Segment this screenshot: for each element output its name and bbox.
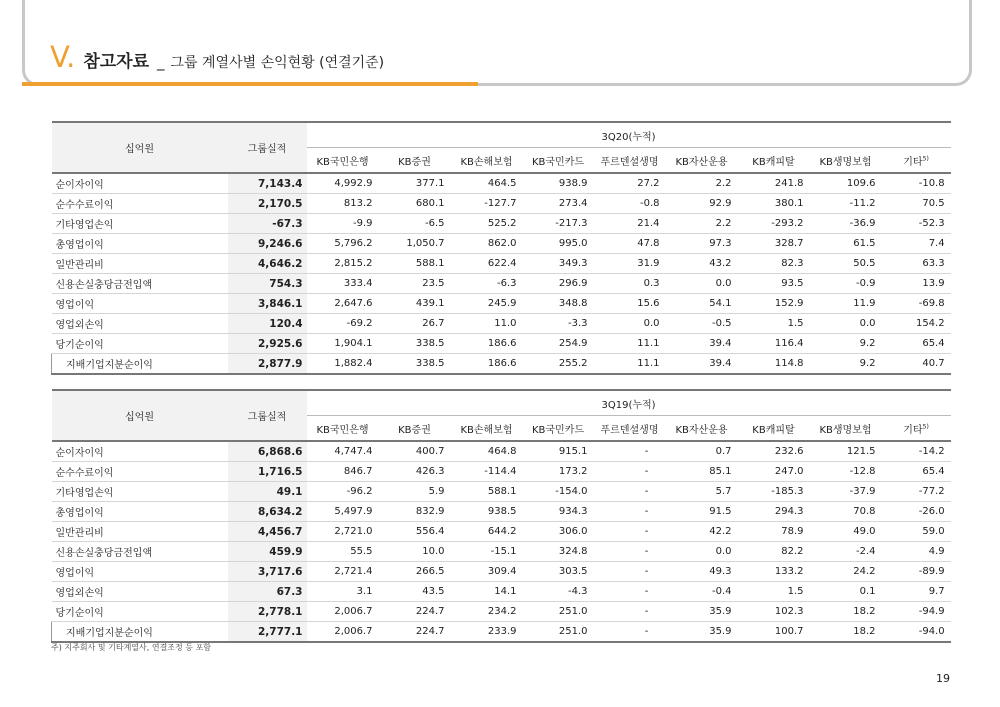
income-table-3q20 bbox=[51, 121, 951, 375]
subsidiary-header: KB국민카드 bbox=[523, 416, 594, 442]
cell-value: 85.1 bbox=[666, 462, 738, 482]
cell-value: -0.8 bbox=[594, 194, 666, 214]
cell-value: 1,882.4 bbox=[307, 354, 379, 375]
row-label: 기타영업손익 bbox=[52, 482, 228, 502]
cell-value: 0.1 bbox=[810, 582, 882, 602]
subsidiary-header: KB생명보험 bbox=[810, 148, 882, 174]
cell-value: 15.6 bbox=[594, 294, 666, 314]
cell-value: 55.5 bbox=[307, 542, 379, 562]
cell-value: -293.2 bbox=[738, 214, 810, 234]
cell-value: 11.0 bbox=[451, 314, 523, 334]
cell-value: 102.3 bbox=[738, 602, 810, 622]
cell-value: -10.8 bbox=[882, 173, 951, 194]
cell-value: - bbox=[594, 542, 666, 562]
cell-value: 556.4 bbox=[379, 522, 451, 542]
cell-value: 43.2 bbox=[666, 254, 738, 274]
row-label: 지배기업지분순이익 bbox=[52, 622, 228, 643]
cell-value: 18.2 bbox=[810, 622, 882, 643]
cell-value: 5.7 bbox=[666, 482, 738, 502]
cell-value: 65.4 bbox=[882, 462, 951, 482]
cell-value: 49.0 bbox=[810, 522, 882, 542]
cell-value: 61.5 bbox=[810, 234, 882, 254]
cell-value: 59.0 bbox=[882, 522, 951, 542]
section-number: V. bbox=[50, 40, 76, 74]
cell-value: -6.3 bbox=[451, 274, 523, 294]
unit-label: 십억원 bbox=[52, 122, 228, 173]
cell-value: -3.3 bbox=[523, 314, 594, 334]
table-row bbox=[52, 354, 951, 375]
cell-value: 35.9 bbox=[666, 622, 738, 643]
cell-value: 31.9 bbox=[594, 254, 666, 274]
group-value: 120.4 bbox=[228, 314, 307, 334]
group-value: 754.3 bbox=[228, 274, 307, 294]
subsidiary-header: KB자산운용 bbox=[666, 148, 738, 174]
cell-value: 14.1 bbox=[451, 582, 523, 602]
cell-value: 0.0 bbox=[810, 314, 882, 334]
cell-value: 5,796.2 bbox=[307, 234, 379, 254]
group-value: 1,716.5 bbox=[228, 462, 307, 482]
cell-value: 82.2 bbox=[738, 542, 810, 562]
subsidiary-header: KB캐피탈 bbox=[738, 148, 810, 174]
cell-value: 47.8 bbox=[594, 234, 666, 254]
cell-value: -2.4 bbox=[810, 542, 882, 562]
group-value: 2,925.6 bbox=[228, 334, 307, 354]
cell-value: 241.8 bbox=[738, 173, 810, 194]
cell-value: 680.1 bbox=[379, 194, 451, 214]
group-value: -67.3 bbox=[228, 214, 307, 234]
cell-value: 247.0 bbox=[738, 462, 810, 482]
row-label: 신용손실충당금전입액 bbox=[52, 542, 228, 562]
cell-value: 186.6 bbox=[451, 334, 523, 354]
row-label: 영업외손익 bbox=[52, 314, 228, 334]
cell-value: 21.4 bbox=[594, 214, 666, 234]
cell-value: -69.2 bbox=[307, 314, 379, 334]
cell-value: 1.5 bbox=[738, 314, 810, 334]
subsidiary-header: KB증권 bbox=[379, 148, 451, 174]
cell-value: 380.1 bbox=[738, 194, 810, 214]
table-row bbox=[52, 274, 951, 294]
cell-value: 9.2 bbox=[810, 354, 882, 375]
cell-value: 324.8 bbox=[523, 542, 594, 562]
subsidiary-header: KB손해보험 bbox=[451, 148, 523, 174]
cell-value: 173.2 bbox=[523, 462, 594, 482]
subsidiary-header: 기타$^{5)}$ bbox=[882, 148, 951, 174]
cell-value: - bbox=[594, 522, 666, 542]
cell-value: 464.5 bbox=[451, 173, 523, 194]
cell-value: -96.2 bbox=[307, 482, 379, 502]
cell-value: 622.4 bbox=[451, 254, 523, 274]
row-label: 총영업이익 bbox=[52, 502, 228, 522]
subsidiary-header: KB국민은행 bbox=[307, 416, 379, 442]
cell-value: 35.9 bbox=[666, 602, 738, 622]
cell-value: 27.2 bbox=[594, 173, 666, 194]
page-number: 19 bbox=[936, 672, 950, 685]
cell-value: 5,497.9 bbox=[307, 502, 379, 522]
cell-value: 588.1 bbox=[379, 254, 451, 274]
cell-value: 2,006.7 bbox=[307, 602, 379, 622]
page-subtitle: 그룹 계열사별 손익현황 (연결기준) bbox=[170, 55, 385, 71]
cell-value: 63.3 bbox=[882, 254, 951, 274]
table-row bbox=[52, 622, 951, 643]
cell-value: -0.5 bbox=[666, 314, 738, 334]
cell-value: 78.9 bbox=[738, 522, 810, 542]
cell-value: 938.9 bbox=[523, 173, 594, 194]
cell-value: 234.2 bbox=[451, 602, 523, 622]
subsidiary-header: 기타$^{5)}$ bbox=[882, 416, 951, 442]
cell-value: 254.9 bbox=[523, 334, 594, 354]
cell-value: 1,050.7 bbox=[379, 234, 451, 254]
cell-value: 4,747.4 bbox=[307, 441, 379, 462]
cell-value: 26.7 bbox=[379, 314, 451, 334]
cell-value: 303.5 bbox=[523, 562, 594, 582]
cell-value: 152.9 bbox=[738, 294, 810, 314]
cell-value: 995.0 bbox=[523, 234, 594, 254]
subsidiary-header: KB생명보험 bbox=[810, 416, 882, 442]
cell-value: - bbox=[594, 602, 666, 622]
cell-value: 100.7 bbox=[738, 622, 810, 643]
row-label: 영업이익 bbox=[52, 562, 228, 582]
cell-value: 644.2 bbox=[451, 522, 523, 542]
cell-value: 266.5 bbox=[379, 562, 451, 582]
cell-value: 91.5 bbox=[666, 502, 738, 522]
cell-value: 464.8 bbox=[451, 441, 523, 462]
cell-value: 525.2 bbox=[451, 214, 523, 234]
page-header bbox=[50, 40, 384, 76]
accent-bar bbox=[22, 82, 478, 86]
cell-value: 224.7 bbox=[379, 602, 451, 622]
cell-value: 349.3 bbox=[523, 254, 594, 274]
cell-value: -52.3 bbox=[882, 214, 951, 234]
section-title: 참고자료 bbox=[83, 52, 150, 72]
header-row-period bbox=[52, 122, 951, 148]
cell-value: 294.3 bbox=[738, 502, 810, 522]
cell-value: -9.9 bbox=[307, 214, 379, 234]
cell-value: 11.1 bbox=[594, 334, 666, 354]
cell-value: 40.7 bbox=[882, 354, 951, 375]
group-value: 7,143.4 bbox=[228, 173, 307, 194]
cell-value: 2,815.2 bbox=[307, 254, 379, 274]
table-row bbox=[52, 542, 951, 562]
cell-value: 426.3 bbox=[379, 462, 451, 482]
group-value: 2,777.1 bbox=[228, 622, 307, 643]
cell-value: 588.1 bbox=[451, 482, 523, 502]
cell-value: -11.2 bbox=[810, 194, 882, 214]
cell-value: - bbox=[594, 622, 666, 643]
table-row bbox=[52, 314, 951, 334]
title-separator: _ bbox=[157, 53, 165, 71]
cell-value: -127.7 bbox=[451, 194, 523, 214]
cell-value: 54.1 bbox=[666, 294, 738, 314]
cell-value: -89.9 bbox=[882, 562, 951, 582]
cell-value: 39.4 bbox=[666, 334, 738, 354]
cell-value: - bbox=[594, 462, 666, 482]
cell-value: 109.6 bbox=[810, 173, 882, 194]
cell-value: 65.4 bbox=[882, 334, 951, 354]
cell-value: -69.8 bbox=[882, 294, 951, 314]
cell-value: 377.1 bbox=[379, 173, 451, 194]
row-label: 총영업이익 bbox=[52, 234, 228, 254]
row-label: 순수수료이익 bbox=[52, 462, 228, 482]
row-label: 순이자이익 bbox=[52, 173, 228, 194]
cell-value: 938.5 bbox=[451, 502, 523, 522]
subsidiary-header: 푸르덴셜생명 bbox=[594, 148, 666, 174]
cell-value: 400.7 bbox=[379, 441, 451, 462]
cell-value: 233.9 bbox=[451, 622, 523, 643]
cell-value: 338.5 bbox=[379, 354, 451, 375]
table-row bbox=[52, 502, 951, 522]
group-value: 2,170.5 bbox=[228, 194, 307, 214]
cell-value: 114.8 bbox=[738, 354, 810, 375]
cell-value: 439.1 bbox=[379, 294, 451, 314]
row-label: 당기순이익 bbox=[52, 602, 228, 622]
cell-value: 70.5 bbox=[882, 194, 951, 214]
cell-value: 42.2 bbox=[666, 522, 738, 542]
table-row bbox=[52, 441, 951, 462]
cell-value: 1.5 bbox=[738, 582, 810, 602]
cell-value: 296.9 bbox=[523, 274, 594, 294]
cell-value: -114.4 bbox=[451, 462, 523, 482]
header-row-period bbox=[52, 390, 951, 416]
group-value: 6,868.6 bbox=[228, 441, 307, 462]
cell-value: 813.2 bbox=[307, 194, 379, 214]
cell-value: 13.9 bbox=[882, 274, 951, 294]
cell-value: 186.6 bbox=[451, 354, 523, 375]
group-value: 2,778.1 bbox=[228, 602, 307, 622]
row-label: 순이자이익 bbox=[52, 441, 228, 462]
cell-value: 2,647.6 bbox=[307, 294, 379, 314]
cell-value: 273.4 bbox=[523, 194, 594, 214]
cell-value: 338.5 bbox=[379, 334, 451, 354]
row-label: 영업외손익 bbox=[52, 582, 228, 602]
cell-value: 0.7 bbox=[666, 441, 738, 462]
row-label: 신용손실충당금전입액 bbox=[52, 274, 228, 294]
table-row bbox=[52, 254, 951, 274]
table-row bbox=[52, 334, 951, 354]
cell-value: -4.3 bbox=[523, 582, 594, 602]
cell-value: - bbox=[594, 562, 666, 582]
row-label: 순수수료이익 bbox=[52, 194, 228, 214]
cell-value: -154.0 bbox=[523, 482, 594, 502]
cell-value: 2,721.4 bbox=[307, 562, 379, 582]
footnote-marker: 5) bbox=[922, 155, 929, 163]
subsidiary-header: KB국민은행 bbox=[307, 148, 379, 174]
cell-value: 251.0 bbox=[523, 622, 594, 643]
cell-value: -94.9 bbox=[882, 602, 951, 622]
cell-value: 3.1 bbox=[307, 582, 379, 602]
table-row bbox=[52, 582, 951, 602]
subsidiary-header: 푸르덴셜생명 bbox=[594, 416, 666, 442]
cell-value: -14.2 bbox=[882, 441, 951, 462]
cell-value: 934.3 bbox=[523, 502, 594, 522]
row-label: 당기순이익 bbox=[52, 334, 228, 354]
row-label: 영업이익 bbox=[52, 294, 228, 314]
table-row bbox=[52, 214, 951, 234]
cell-value: 328.7 bbox=[738, 234, 810, 254]
group-results-header: 그룹실적 bbox=[228, 122, 307, 173]
cell-value: 93.5 bbox=[738, 274, 810, 294]
cell-value: 11.1 bbox=[594, 354, 666, 375]
table-row bbox=[52, 173, 951, 194]
group-value: 459.9 bbox=[228, 542, 307, 562]
cell-value: -26.0 bbox=[882, 502, 951, 522]
table-row bbox=[52, 562, 951, 582]
cell-value: -6.5 bbox=[379, 214, 451, 234]
cell-value: 862.0 bbox=[451, 234, 523, 254]
group-value: 3,717.6 bbox=[228, 562, 307, 582]
cell-value: -37.9 bbox=[810, 482, 882, 502]
table-row bbox=[52, 194, 951, 214]
cell-value: 1,904.1 bbox=[307, 334, 379, 354]
cell-value: 0.0 bbox=[594, 314, 666, 334]
row-label: 일반관리비 bbox=[52, 522, 228, 542]
cell-value: 2,721.0 bbox=[307, 522, 379, 542]
cell-value: 121.5 bbox=[810, 441, 882, 462]
table-row bbox=[52, 602, 951, 622]
group-value: 4,456.7 bbox=[228, 522, 307, 542]
cell-value: 116.4 bbox=[738, 334, 810, 354]
cell-value: 50.5 bbox=[810, 254, 882, 274]
row-label: 지배기업지분순이익 bbox=[52, 354, 228, 375]
cell-value: 10.0 bbox=[379, 542, 451, 562]
cell-value: -12.8 bbox=[810, 462, 882, 482]
cell-value: 224.7 bbox=[379, 622, 451, 643]
subsidiary-header: KB국민카드 bbox=[523, 148, 594, 174]
cell-value: 251.0 bbox=[523, 602, 594, 622]
cell-value: 49.3 bbox=[666, 562, 738, 582]
cell-value: 2.2 bbox=[666, 214, 738, 234]
table-row bbox=[52, 482, 951, 502]
cell-value: 0.0 bbox=[666, 542, 738, 562]
cell-value: 9.2 bbox=[810, 334, 882, 354]
cell-value: 18.2 bbox=[810, 602, 882, 622]
footnote-marker: 5) bbox=[922, 423, 929, 431]
table-row bbox=[52, 294, 951, 314]
group-value: 49.1 bbox=[228, 482, 307, 502]
row-label: 기타영업손익 bbox=[52, 214, 228, 234]
subsidiary-header: KB캐피탈 bbox=[738, 416, 810, 442]
cell-value: - bbox=[594, 482, 666, 502]
cell-value: 11.9 bbox=[810, 294, 882, 314]
cell-value: -15.1 bbox=[451, 542, 523, 562]
cell-value: 133.2 bbox=[738, 562, 810, 582]
subsidiary-header: KB손해보험 bbox=[451, 416, 523, 442]
cell-value: 92.9 bbox=[666, 194, 738, 214]
group-value: 67.3 bbox=[228, 582, 307, 602]
cell-value: 915.1 bbox=[523, 441, 594, 462]
group-results-header: 그룹실적 bbox=[228, 390, 307, 441]
cell-value: -217.3 bbox=[523, 214, 594, 234]
cell-value: 82.3 bbox=[738, 254, 810, 274]
cell-value: 255.2 bbox=[523, 354, 594, 375]
cell-value: 306.0 bbox=[523, 522, 594, 542]
cell-value: 832.9 bbox=[379, 502, 451, 522]
footnote: 주) 지주회사 및 기타계열사, 연결조정 등 포함 bbox=[51, 643, 212, 652]
cell-value: 348.8 bbox=[523, 294, 594, 314]
subsidiary-header: KB증권 bbox=[379, 416, 451, 442]
group-value: 8,634.2 bbox=[228, 502, 307, 522]
group-value: 4,646.2 bbox=[228, 254, 307, 274]
cell-value: -0.9 bbox=[810, 274, 882, 294]
cell-value: 4,992.9 bbox=[307, 173, 379, 194]
cell-value: 39.4 bbox=[666, 354, 738, 375]
cell-value: -0.4 bbox=[666, 582, 738, 602]
unit-label: 십억원 bbox=[52, 390, 228, 441]
cell-value: -36.9 bbox=[810, 214, 882, 234]
group-value: 3,846.1 bbox=[228, 294, 307, 314]
cell-value: 4.9 bbox=[882, 542, 951, 562]
cell-value: -94.0 bbox=[882, 622, 951, 643]
cell-value: -185.3 bbox=[738, 482, 810, 502]
row-label: 일반관리비 bbox=[52, 254, 228, 274]
subsidiary-header: KB자산운용 bbox=[666, 416, 738, 442]
cell-value: 154.2 bbox=[882, 314, 951, 334]
cell-value: 97.3 bbox=[666, 234, 738, 254]
cell-value: 9.7 bbox=[882, 582, 951, 602]
table-row bbox=[52, 522, 951, 542]
period-header: 3Q20(누적) bbox=[307, 122, 951, 148]
cell-value: 43.5 bbox=[379, 582, 451, 602]
cell-value: 245.9 bbox=[451, 294, 523, 314]
table-row bbox=[52, 462, 951, 482]
cell-value: 309.4 bbox=[451, 562, 523, 582]
cell-value: -77.2 bbox=[882, 482, 951, 502]
cell-value: 2,006.7 bbox=[307, 622, 379, 643]
cell-value: 70.8 bbox=[810, 502, 882, 522]
cell-value: 846.7 bbox=[307, 462, 379, 482]
cell-value: - bbox=[594, 441, 666, 462]
period-header: 3Q19(누적) bbox=[307, 390, 951, 416]
cell-value: 24.2 bbox=[810, 562, 882, 582]
cell-value: 0.3 bbox=[594, 274, 666, 294]
cell-value: 232.6 bbox=[738, 441, 810, 462]
group-value: 2,877.9 bbox=[228, 354, 307, 375]
cell-value: - bbox=[594, 582, 666, 602]
cell-value: 0.0 bbox=[666, 274, 738, 294]
cell-value: - bbox=[594, 502, 666, 522]
table-row bbox=[52, 234, 951, 254]
income-table-3q19 bbox=[51, 389, 951, 643]
cell-value: 7.4 bbox=[882, 234, 951, 254]
group-value: 9,246.6 bbox=[228, 234, 307, 254]
cell-value: 2.2 bbox=[666, 173, 738, 194]
cell-value: 5.9 bbox=[379, 482, 451, 502]
cell-value: 333.4 bbox=[307, 274, 379, 294]
cell-value: 23.5 bbox=[379, 274, 451, 294]
